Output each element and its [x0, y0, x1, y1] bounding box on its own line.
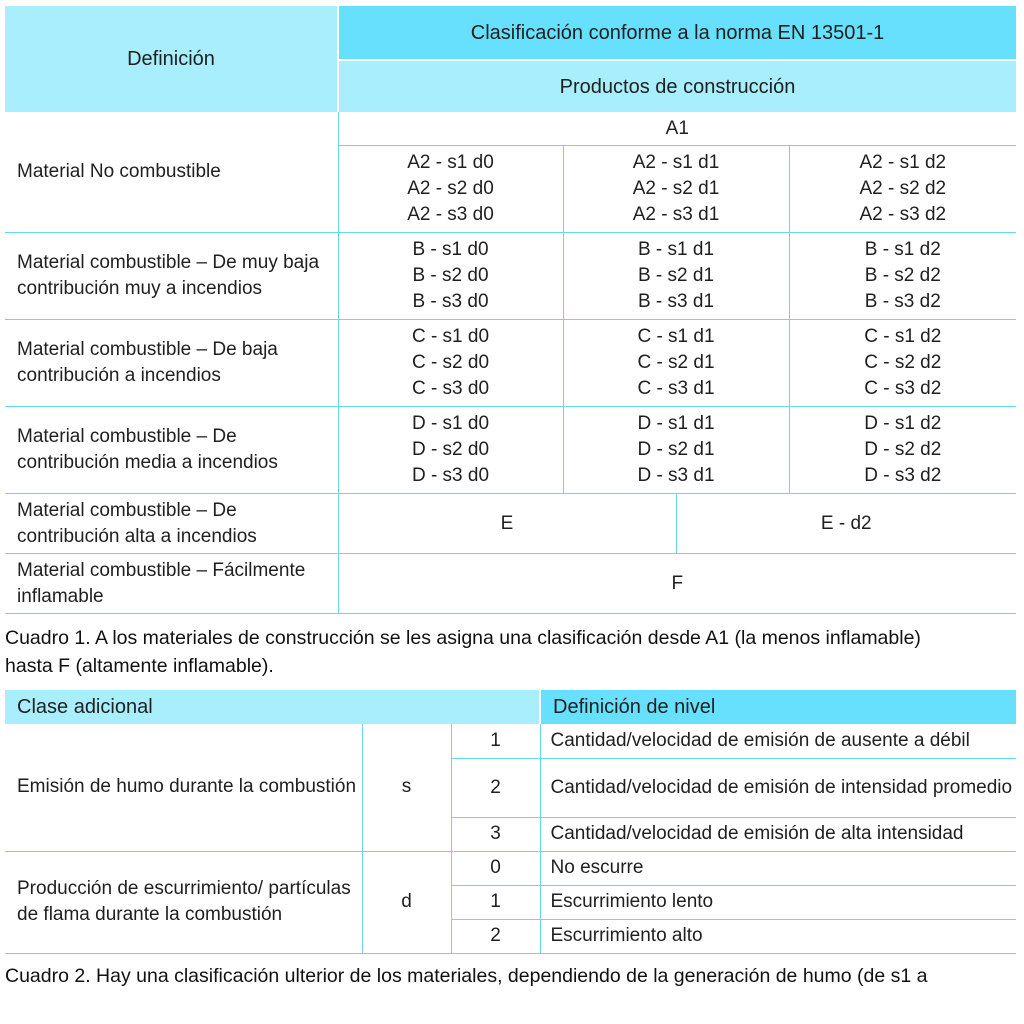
cell-a2-d2: A2 - s1 d2 A2 - s2 d2 A2 - s3 d2	[789, 146, 1016, 233]
classification-table	[5, 6, 1016, 614]
cell-e-d2: E - d2	[676, 494, 1016, 554]
header-additional-class: Clase adicional	[5, 690, 540, 724]
header-classification: Clasificación conforme a la norma EN 13501-1	[338, 6, 1016, 60]
cell-d-d2: D - s1 d2 D - s2 d2 D - s3 d2	[789, 407, 1016, 494]
row-label-f: Material combustible – Fácilmente inflamable	[5, 554, 338, 614]
cell-c-d0: C - s1 d0 C - s2 d0 C - s3 d0	[338, 320, 563, 407]
group-label-dripping: Producción de escurrimiento/ partículas de flama durante la combustión	[5, 851, 362, 953]
level-description: Cantidad/velocidad de emisión de ausente a débil	[540, 724, 1016, 758]
level-number: 0	[451, 851, 540, 885]
level-description: Escurrimiento lento	[540, 885, 1016, 919]
row-label-no-combustible: Material No combustible	[5, 112, 338, 233]
header-products: Productos de construcción	[338, 60, 1016, 112]
group-symbol-s: s	[362, 724, 451, 851]
cell-d-d1: D - s1 d1 D - s2 d1 D - s3 d1	[563, 407, 789, 494]
caption-table-1-line-1: Cuadro 1. A los materiales de construcción se les asigna una clasificación desde A1 (la menos inflamable)	[5, 627, 921, 649]
level-description: Escurrimiento alto	[540, 919, 1016, 953]
caption-table-2: Cuadro 2. Hay una clasificación ulterior de los materiales, dependiendo de la generación de humo (de s1 a	[5, 965, 928, 987]
cell-a2-d1: A2 - s1 d1 A2 - s2 d1 A2 - s3 d1	[563, 146, 789, 233]
cell-c-d2: C - s1 d2 C - s2 d2 C - s3 d2	[789, 320, 1016, 407]
header-level-definition: Definición de nivel	[540, 690, 1016, 724]
header-definition: Definición	[5, 6, 338, 112]
cell-c-d1: C - s1 d1 C - s2 d1 C - s3 d1	[563, 320, 789, 407]
level-number: 1	[451, 724, 540, 758]
group-label-smoke: Emisión de humo durante la combustión	[5, 724, 362, 851]
level-number: 2	[451, 919, 540, 953]
cell-a2-d0: A2 - s1 d0 A2 - s2 d0 A2 - s3 d0	[338, 146, 563, 233]
caption-table-1	[5, 624, 1024, 680]
group-symbol-d: d	[362, 851, 451, 953]
row-label-d: Material combustible – De contribución media a incendios	[5, 407, 338, 494]
cell-b-d0: B - s1 d0 B - s2 d0 B - s3 d0	[338, 233, 563, 320]
level-number: 2	[451, 758, 540, 817]
cell-d-d0: D - s1 d0 D - s2 d0 D - s3 d0	[338, 407, 563, 494]
row-label-e: Material combustible – De contribución alta a incendios	[5, 494, 338, 554]
cell-a1: A1	[338, 112, 1016, 146]
level-number: 3	[451, 817, 540, 851]
cell-b-d2: B - s1 d2 B - s2 d2 B - s3 d2	[789, 233, 1016, 320]
cell-b-d1: B - s1 d1 B - s2 d1 B - s3 d1	[563, 233, 789, 320]
additional-class-table	[5, 690, 1016, 954]
row-label-b: Material combustible – De muy baja contribución muy a incendios	[5, 233, 338, 320]
level-description: Cantidad/velocidad de emisión de intensidad promedio	[540, 758, 1016, 817]
cell-e: E	[338, 494, 676, 554]
cell-f: F	[338, 554, 1016, 614]
level-description: No escurre	[540, 851, 1016, 885]
level-number: 1	[451, 885, 540, 919]
level-description: Cantidad/velocidad de emisión de alta intensidad	[540, 817, 1016, 851]
caption-table-1-line-2: hasta F (altamente inflamable).	[5, 655, 274, 677]
row-label-c: Material combustible – De baja contribución a incendios	[5, 320, 338, 407]
